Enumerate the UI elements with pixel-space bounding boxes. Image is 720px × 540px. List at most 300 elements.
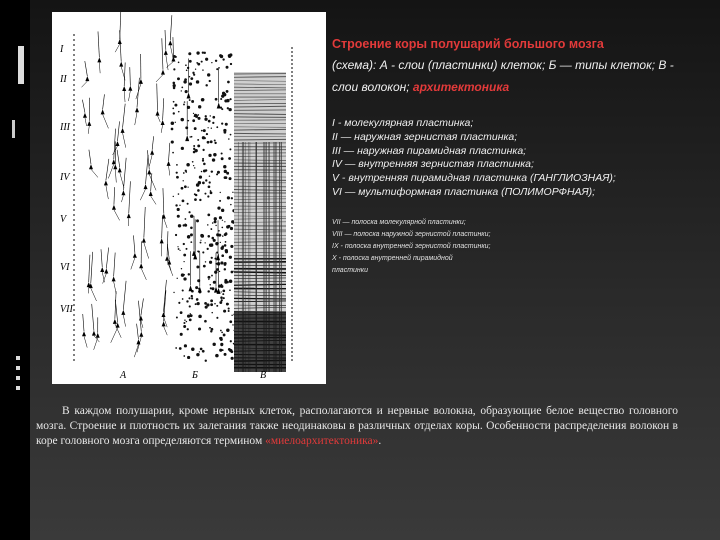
cell-dot [183,172,185,174]
cell-dot [201,234,205,238]
cell-dot [195,286,198,289]
cell-dot [189,136,190,137]
cell-dot [181,90,182,91]
cell-dot [204,193,206,195]
dendrite [101,249,102,267]
cortex-scheme-figure [52,12,326,384]
cell-dot [178,248,180,250]
cell-dot [210,115,211,116]
cell-dot [221,254,224,257]
cell-dot [193,145,195,147]
cell-dot [196,298,199,301]
neuron-body [150,150,154,155]
neuron-body [121,128,125,133]
dendrite [167,61,174,67]
cell-dot [216,126,218,128]
cell-dot [207,214,210,217]
cell-dot [221,94,224,97]
cell-dot [219,200,221,202]
cell-dot [192,72,194,74]
cell-dot [189,60,192,63]
fiber-line [234,133,286,134]
dendrite [98,31,99,57]
dendrite [149,174,156,190]
cell-dot [200,242,202,244]
subtitle-text: (схема): А - слои (пластинки) клеток; Б — типы клеток; В - слои волокон; [332,58,674,94]
cell-dot [186,163,190,167]
neuron-body [128,86,132,91]
cell-dot [230,340,232,342]
cell-dot [230,134,232,136]
cell-dot [198,105,201,108]
dendrite [134,344,138,357]
neuron-body [97,57,101,62]
cell-dot [228,310,230,312]
cell-dot [184,223,186,225]
cell-dot [187,328,189,330]
cell-dot [232,192,233,193]
cell-dot [228,157,231,160]
dendrite [85,118,87,126]
neuron-body [147,169,151,174]
layer-label: V [60,214,67,225]
dendrite [164,219,167,228]
cell-dot [177,208,180,211]
cell-dot [209,284,211,286]
cell-dot [210,330,212,332]
cell-dot [199,199,201,201]
cell-dot [229,148,231,150]
cell-dot [229,177,232,180]
neuron-body [113,164,117,169]
cell-dot [188,297,190,299]
cell-dot [173,68,175,70]
cell-dot [226,233,227,234]
cell-dot [189,305,191,307]
cell-dot [175,122,176,123]
cell-dot [206,133,208,135]
cell-dot [226,66,229,69]
cell-dot [222,293,224,295]
dendrite [131,258,135,270]
cell-dot [182,290,184,292]
dendrite [83,314,84,331]
dendrite [169,166,170,176]
dendrite [151,196,156,204]
cell-dot [195,194,197,196]
cell-dot [187,356,190,359]
layer-list [332,117,682,200]
dendrite [123,315,125,327]
neuron-body [113,319,117,324]
cell-dot [220,192,221,193]
cell-dot [200,240,201,241]
neuron-body [83,113,87,118]
dendrite [120,12,121,39]
cell-dot [229,53,232,56]
cell-dot [222,58,224,60]
cell-dot [210,287,212,289]
neuron-body [116,141,120,146]
cell-dot [221,332,223,334]
cell-dot [209,175,210,176]
cell-dot [231,357,234,360]
layer-item: IV — внутренняя зернистая пластинка; [332,158,534,171]
cell-dot [226,225,229,228]
dendrite [106,185,108,199]
cell-dot [221,209,224,212]
dendrite [94,338,98,350]
cell-dot [205,115,207,117]
cell-dot [221,337,223,339]
dendrite [124,91,125,102]
cell-dot [186,321,187,322]
column-label: Б [192,370,198,381]
cell-dot [224,233,227,236]
fiber-line [234,106,286,107]
cell-dot [177,215,180,218]
neuron-body [100,267,104,272]
cell-dot [181,86,183,88]
cell-dot [200,348,203,351]
cell-dot [211,257,213,259]
dendrite [91,252,93,283]
cell-dot [191,348,194,351]
cell-dot [178,62,180,64]
cell-dot [204,302,207,305]
cell-dot [196,80,199,83]
cell-dot [211,127,212,128]
cell-dot [204,118,207,121]
layer-label: VI [60,262,70,273]
cell-dot [190,314,193,317]
cell-dot [208,185,211,188]
cell-dot [183,274,185,276]
layer-label: II [60,74,67,85]
dendrite [170,15,172,40]
cell-dot [181,118,184,121]
cell-dot [209,261,212,264]
neuron-body [185,135,189,141]
dendrite [88,126,89,134]
cell-dot [183,254,186,257]
dendrite [92,304,94,331]
cell-dot [214,139,216,141]
dendrite [123,281,126,310]
cell-dot [195,115,198,118]
cell-dot [231,271,234,274]
cell-dot [227,81,230,84]
cell-dot [196,219,199,222]
cell-dot [196,51,199,54]
cell-dot [220,296,223,299]
cell-dot [183,355,185,357]
cell-dot [202,350,205,353]
dendrite [152,136,154,150]
cell-dot [207,235,210,238]
cell-dot [202,69,203,70]
cell-dot [221,227,223,229]
dendrite [115,169,116,182]
neuron-body [133,253,137,258]
cell-dot [209,244,212,247]
neuron-body [161,120,165,125]
cell-dot [230,63,232,65]
cell-dot [201,130,203,132]
neuron-body [139,263,143,268]
dendrite [157,83,158,110]
cell-dot [184,218,186,220]
cell-dot [221,123,223,125]
cell-dot [211,275,213,277]
cell-dot [227,107,229,109]
cell-dot [228,348,231,351]
cell-dot [197,189,200,192]
neuron-body [216,254,220,260]
cell-dot [229,98,231,100]
cell-dot [202,181,205,184]
neuron-body [161,312,165,317]
dendrite [137,337,141,353]
cell-dot [194,198,197,201]
column-label: А [120,370,127,381]
cell-dot [178,111,180,113]
white-matter-band [234,312,286,372]
body-paragraph [36,404,678,449]
cell-dot [202,159,204,161]
cell-dot [203,163,206,166]
cell-dot [215,60,217,62]
cell-dot [229,279,233,283]
neuron-body [168,40,172,45]
dendrite [151,173,152,191]
cell-dot [176,317,178,319]
layer-label: III [60,122,70,133]
cell-dot [177,278,178,279]
neuron-body [144,184,148,189]
neuron-body [85,76,89,81]
cell-dot [202,251,204,253]
cell-dot [172,152,174,154]
slide-subtitle [332,54,688,98]
neuron-body [87,121,91,126]
cell-dot [205,58,208,61]
cell-dot [190,77,193,80]
cell-dot [207,224,209,226]
cell-dot [228,303,229,304]
dendrite [135,112,137,125]
cell-dot [189,99,191,101]
cell-dot [202,158,204,160]
cell-dot [181,147,184,150]
cell-dot [202,149,204,151]
cell-dot [209,327,211,329]
dendrite [130,67,131,86]
cell-dot [230,245,233,248]
cell-dot [175,234,177,236]
neuron-body [139,315,143,320]
dendrite [84,336,87,347]
cell-dot [223,297,225,299]
neuron-body [112,276,116,281]
cell-dot [205,242,206,243]
cell-dot [221,291,222,292]
neuron-body [164,50,168,55]
cell-dot [179,347,182,350]
dendrite [166,55,168,70]
cell-dot [216,317,218,319]
cell-dot [216,68,218,70]
band-item: пластинки [332,267,368,274]
cell-dot [176,176,179,179]
dendrite [163,188,164,213]
neuron-body [217,102,221,108]
cell-dot [173,84,176,87]
layer-item: I - молекулярная пластинка; [332,117,474,129]
cell-dot [211,328,214,331]
cell-dot [194,167,195,168]
cell-dot [217,207,220,210]
dendrite [114,210,120,221]
dendrite [141,268,146,280]
dendrite [111,328,118,343]
cell-dot [185,90,188,93]
cell-dot [228,138,230,140]
cell-dot [212,222,214,224]
cell-dot [207,290,209,292]
fiber-line [234,284,286,285]
cell-dot [209,80,211,82]
cell-dot [201,171,203,173]
cell-dot [183,325,186,328]
band-item: VIII — полоска наружной зернистой пластинки; [332,231,491,238]
cell-dot [205,261,206,262]
cell-dot [215,354,219,358]
dendrite [162,38,163,69]
dendrite [102,272,104,282]
cell-dot [213,239,216,242]
dendrite [158,116,161,123]
dendrite [169,143,170,161]
dendrite [117,150,120,168]
dendrite [118,121,120,141]
dendrite [156,75,163,82]
cell-dot [188,273,190,275]
cell-dot [210,140,213,143]
cell-dot [184,101,185,102]
cell-dot [211,287,214,290]
cell-dot [198,327,201,330]
cell-dot [203,129,206,132]
cell-dot [184,185,187,188]
cell-dot [224,263,227,266]
cell-dot [181,187,184,190]
cell-dot [180,311,183,314]
cell-dot [211,170,213,172]
neuron-body [118,167,122,172]
decor-bar-small [12,120,15,138]
dendrite [120,172,124,188]
cell-dot [229,256,232,259]
dendrite [114,253,116,277]
cell-dot [173,112,175,114]
dendrite [106,248,108,269]
cell-dot [180,333,183,336]
dendrite [128,91,130,101]
cell-dot [185,126,188,129]
cell-dot [201,61,203,63]
cell-dot [207,141,210,144]
cell-dot [223,165,226,168]
cell-dot [220,98,222,100]
cell-dot [204,52,206,54]
band-list [332,217,572,277]
cell-dot [226,281,229,284]
cell-dot [207,127,208,128]
cell-dot [193,151,196,154]
cell-dot [193,113,194,114]
band-item: VII — полоска молекулярной пластинки; [332,219,466,226]
neuron-body [92,331,96,336]
cell-dot [173,101,175,103]
cell-dot [179,205,180,206]
cell-dot [191,100,194,103]
cell-dot [190,233,193,236]
cell-dot [197,144,200,147]
neuron-body [161,70,165,75]
cell-dot [231,197,233,199]
cell-dot [173,82,176,85]
cell-dot [224,268,226,270]
cell-dot [176,164,178,166]
cell-dot [192,161,194,163]
neuron-body [139,332,143,337]
cell-dot [208,279,209,280]
dendrite [140,189,145,200]
dendrite [146,155,149,184]
cell-dot [211,62,212,63]
layer-item: III — наружная пирамидная пластинка; [332,144,527,157]
cell-dot [190,227,193,230]
cell-dot [229,320,232,323]
cell-dot [205,360,207,362]
band-item: X - полоска внутренней пирамидной [332,255,453,262]
dendrite [106,159,109,180]
cell-dot [207,73,210,76]
neuron-body [127,213,131,218]
dendrite [103,114,109,128]
cell-dot [216,173,218,175]
cell-dot [221,152,223,154]
cell-dot [212,116,215,119]
dendrite [89,255,90,282]
dendrite [91,288,97,301]
cell-dot [220,343,223,346]
neuron-body [104,268,108,273]
neuron-body [160,238,164,243]
cell-dot [183,261,184,262]
dendrite [149,155,152,166]
cell-dot [224,221,225,222]
cell-dot [183,104,185,106]
cell-dot [219,54,222,57]
cell-dot [191,136,193,138]
dendrite [121,195,123,202]
cell-dot [182,199,185,202]
body-text: В каждом полушарии, кроме нервных клеток, располагаются и нервные волокна, образующие белое вещество головного мозга. Строение и плотность их залегания также неодинаковы в различных отделах коры. Особенности распределения волокон в коре головного мозга определяются термином [36,405,678,447]
cell-dot [203,265,206,268]
cell-dot [222,290,225,293]
